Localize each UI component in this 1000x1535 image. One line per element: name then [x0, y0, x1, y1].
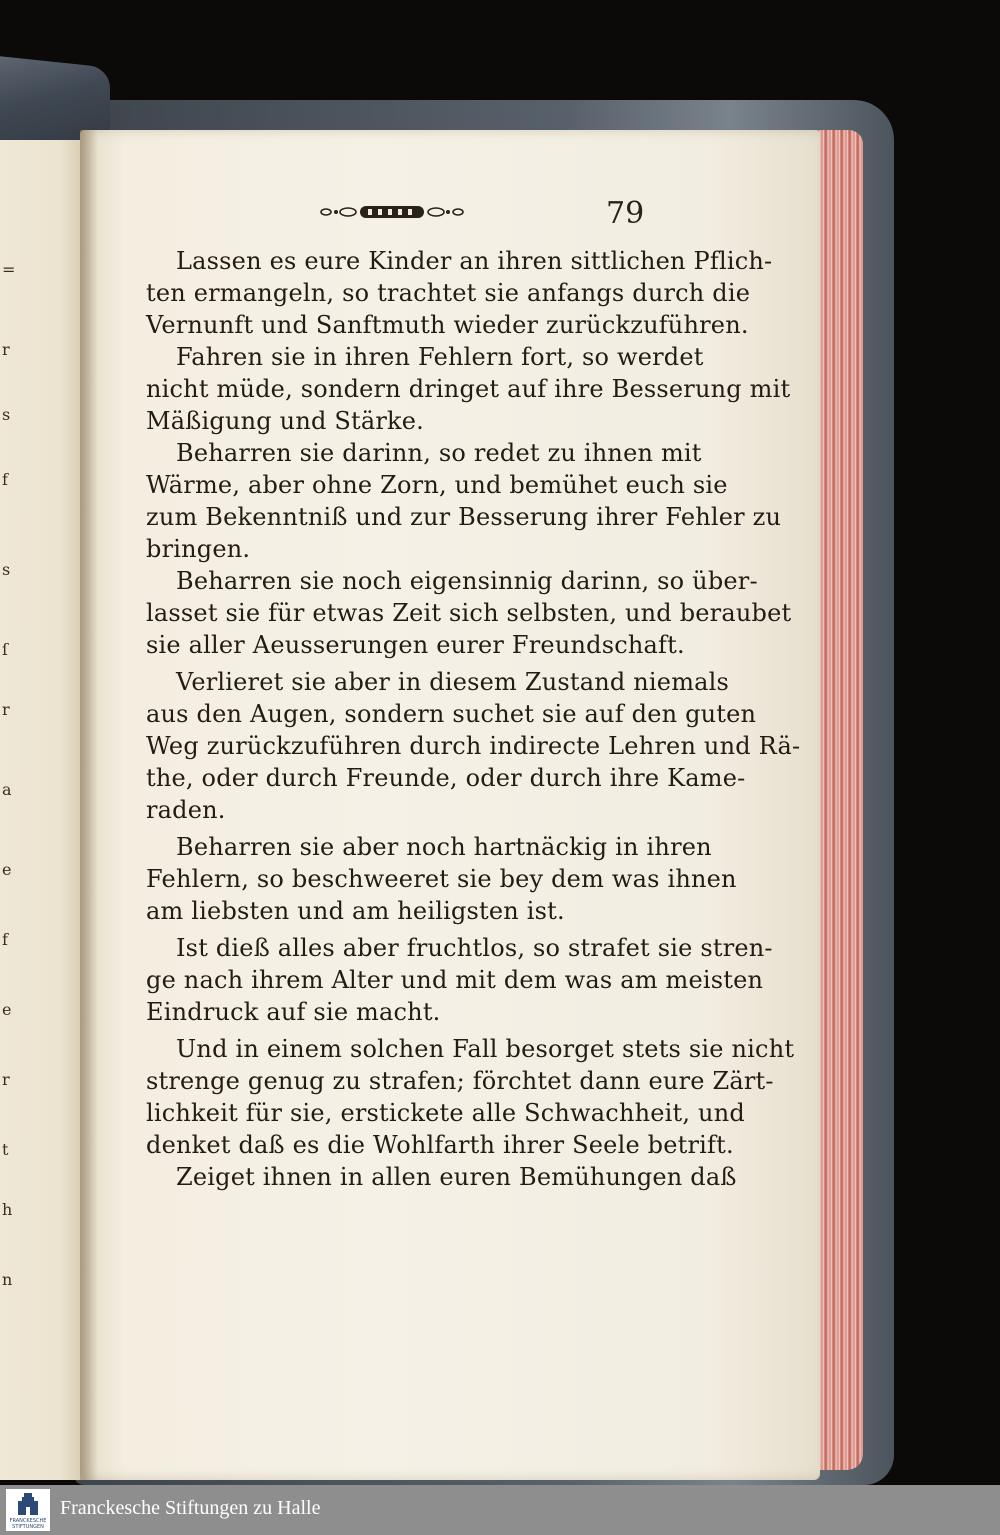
text-line: Wärme, aber ohne Zorn, und bemühet euch sie: [146, 471, 728, 499]
left-fragment: s: [2, 405, 11, 424]
text-line: lasset sie für etwas Zeit sich selbsten, und beraubet: [146, 599, 792, 627]
text-line: nicht müde, sondern dringet auf ihre Besserung mit: [146, 375, 791, 403]
text-line: bringen.: [146, 535, 251, 563]
left-fragment: n: [2, 1270, 13, 1289]
text-line: Zeiget ihnen in allen euren Bemühungen daß: [176, 1163, 737, 1191]
text-line: Beharren sie noch eigensinnig darinn, so über-: [176, 567, 758, 595]
text-line: strenge genug zu strafen; förchtet dann eure Zärt-: [146, 1067, 774, 1095]
left-fragment: h: [2, 1200, 13, 1219]
left-page-text-fragments: [0, 140, 84, 1480]
left-fragment: f: [2, 930, 8, 949]
left-fragment: ſ: [2, 640, 8, 659]
page-number: 79: [606, 196, 645, 231]
text-line: sie aller Aeusserungen eurer Freundschaft.: [146, 631, 685, 659]
left-fragment: =: [2, 260, 16, 279]
text-line: Weg zurückzuführen durch indirecte Lehren und Rä-: [146, 732, 801, 760]
text-line: ten ermangeln, so trachtet sie anfangs durch die: [146, 279, 751, 307]
left-fragment: e: [2, 860, 12, 879]
text-line: raden.: [146, 796, 226, 824]
text-line: Ist dieß alles aber fruchtlos, so strafet sie stren-: [176, 934, 773, 962]
text-line: denket daß es die Wohlfarth ihrer Seele betrift.: [146, 1131, 734, 1159]
text-line: Eindruck auf sie macht.: [146, 998, 441, 1026]
left-fragment: a: [2, 780, 12, 799]
institution-logo: [6, 1489, 50, 1531]
left-fragment: f: [2, 470, 8, 489]
text-line: ge nach ihrem Alter und mit dem was am meisten: [146, 966, 764, 994]
text-line: Vernunft und Sanftmuth wieder zurückzuführen.: [146, 311, 749, 339]
text-line: am liebsten und am heiligsten ist.: [146, 897, 565, 925]
text-line: zum Bekenntniß und zur Besserung ihrer Fehler zu: [146, 503, 782, 531]
left-fragment: r: [2, 700, 10, 719]
text-line: aus den Augen, sondern suchet sie auf den guten: [146, 700, 757, 728]
logo-text: FRANCKESCHE STIFTUNGEN: [9, 1518, 47, 1530]
text-line: Verlieret sie aber in diesem Zustand niemals: [176, 668, 730, 696]
footer-bar: [0, 1485, 1000, 1535]
text-line: Und in einem solchen Fall besorget stets sie nicht: [176, 1035, 795, 1063]
text-line: Lassen es eure Kinder an ihren sittlichen Pflich-: [176, 247, 773, 275]
text-line: Fahren sie in ihren Fehlern fort, so werdet: [176, 343, 704, 371]
left-fragment: r: [2, 340, 10, 359]
left-fragment: r: [2, 1070, 10, 1089]
footer-title: Franckesche Stiftungen zu Halle: [60, 1497, 321, 1519]
left-page-edge: [0, 140, 84, 1480]
left-fragment: t: [2, 1140, 9, 1159]
text-line: lichkeit für sie, erstickete alle Schwachheit, und: [146, 1099, 745, 1127]
text-line: Fehlern, so beschweeret sie bey dem was ihnen: [146, 865, 737, 893]
text-line: Beharren sie aber noch hartnäckig in ihren: [176, 833, 712, 861]
text-line: Mäßigung und Stärke.: [146, 407, 425, 435]
left-fragment: s: [2, 560, 11, 579]
header-ornament: [318, 201, 466, 223]
left-fragment: e: [2, 1000, 12, 1019]
gutter-shadow: [80, 130, 98, 1480]
building-icon: [6, 1489, 50, 1519]
text-line: Beharren sie darinn, so redet zu ihnen mit: [176, 439, 702, 467]
text-line: the, oder durch Freunde, oder durch ihre Kame-: [146, 764, 746, 792]
